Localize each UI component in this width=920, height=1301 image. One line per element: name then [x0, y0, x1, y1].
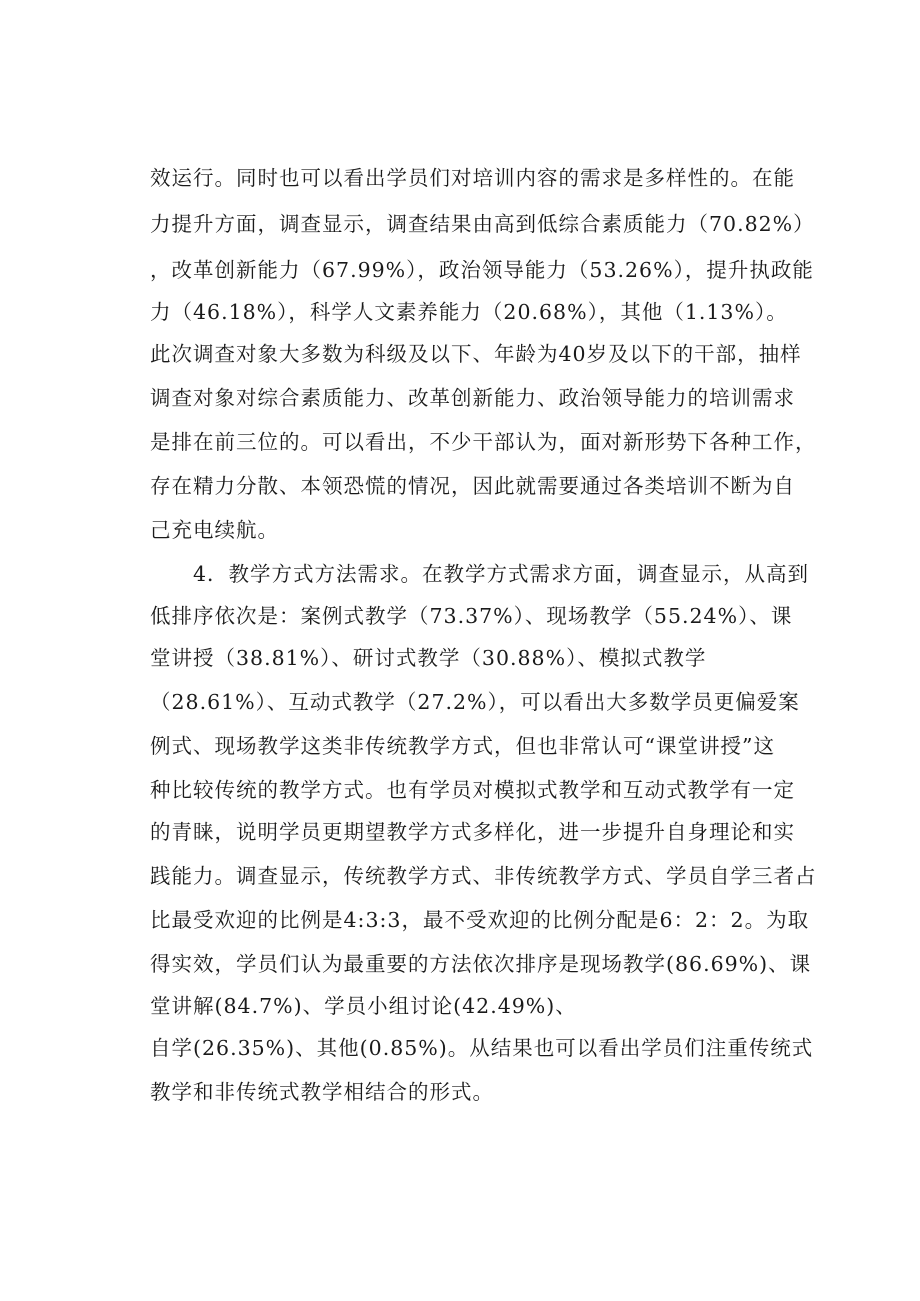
text-line: 是排在前三位的。可以看出，不少干部认为，面对新形势下各种工作， [150, 430, 817, 454]
text-line: 力（46.18%），科学人文素养能力（20.68%），其他（1.13%）。 [150, 300, 788, 324]
text-line: 的青睐，说明学员更期望教学方式多样化，进一步提升自身理论和实 [150, 820, 795, 844]
text-line: 己充电续航。 [150, 518, 279, 542]
text-line: 4．教学方式方法需求。在教学方式需求方面，调查显示，从高到 [193, 562, 810, 586]
text-line: 例式、现场教学这类非传统教学方式，但也非常认可“课堂讲授”这 [150, 734, 775, 758]
text-line: 堂讲授（38.81%）、研讨式教学（30.88%）、模拟式教学 [150, 646, 707, 670]
text-line: 调查对象对综合素质能力、改革创新能力、政治领导能力的培训需求 [150, 386, 795, 410]
text-line: 此次调查对象大多数为科级及以下、年龄为40岁及以下的干部，抽样 [150, 342, 802, 366]
text-line: 教学和非传统式教学相结合的形式。 [150, 1080, 494, 1104]
text-line: ，改革创新能力（67.99%），政治领导能力（53.26%），提升执政能 [150, 258, 814, 282]
text-line: 存在精力分散、本领恐慌的情况，因此就需要通过各类培训不断为自 [150, 474, 795, 498]
text-line: 得实效，学员们认为最重要的方法依次排序是现场教学(86.69%)、课 [150, 952, 812, 976]
text-line: 效运行。同时也可以看出学员们对培训内容的需求是多样性的。在能 [150, 166, 795, 190]
text-line: 堂讲解(84.7%)、学员小组讨论(42.49%)、 [150, 994, 577, 1018]
text-line: 力提升方面，调查显示，调查结果由高到低综合素质能力（70.82%） [150, 212, 815, 236]
text-line: 践能力。调查显示，传统教学方式、非传统教学方式、学员自学三者占 [150, 864, 817, 888]
text-line: 自学(26.35%)、其他(0.85%)。从结果也可以看出学员们注重传统式 [150, 1036, 814, 1060]
text-line: 低排序依次是：案例式教学（73.37%）、现场教学（55.24%）、课 [150, 604, 793, 628]
text-line: 种比较传统的教学方式。也有学员对模拟式教学和互动式教学有一定 [150, 778, 795, 802]
text-line: （28.61%）、互动式教学（27.2%），可以看出大多数学员更偏爱案 [150, 690, 800, 714]
text-line: 比最受欢迎的比例是4:3:3，最不受欢迎的比例分配是6：2：2。为取 [150, 908, 810, 932]
